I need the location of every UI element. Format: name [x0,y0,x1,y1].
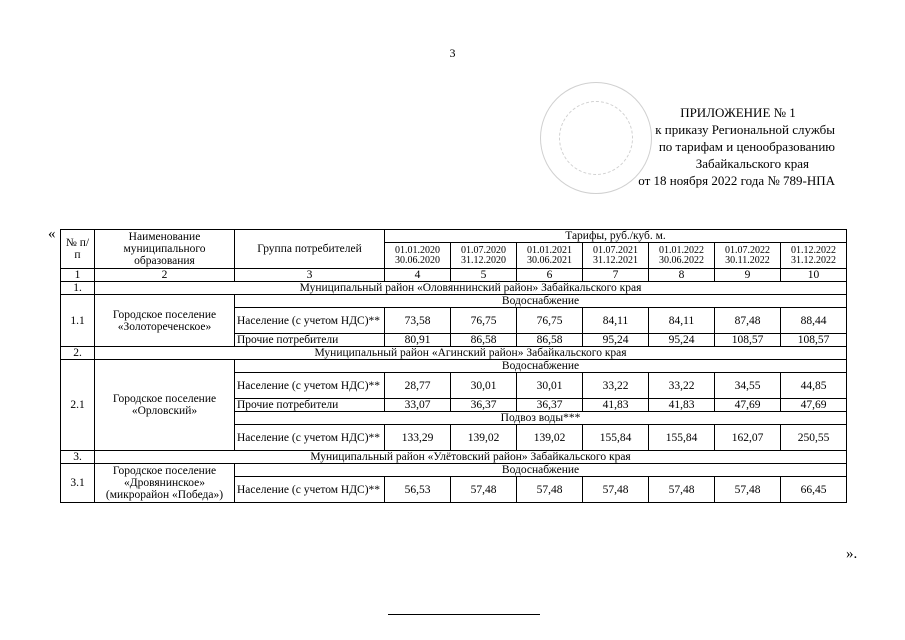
tariff-value: 36,37 [451,399,517,412]
tariff-value: 108,57 [781,334,847,347]
period-start: 01.07.2021 [593,244,638,256]
section-number: 1. [61,282,95,295]
tariff-value: 95,24 [649,334,715,347]
period-start: 01.12.2022 [791,244,837,256]
period-end: 30.11.2022 [725,254,770,266]
header-municipality: Наименование муниципального образования [95,230,235,269]
tariff-value: 155,84 [649,425,715,451]
section-title: Муниципальный район «Оловяннинский район» Забайкальского края [95,282,847,295]
tariff-value: 133,29 [385,425,451,451]
tariff-value: 30,01 [451,373,517,399]
service-row [61,464,847,477]
tariff-value: 33,22 [583,373,649,399]
service-title: Водоснабжение [235,295,847,308]
tariff-value: 87,48 [715,308,781,334]
section-number: 3. [61,451,95,464]
header-period [385,243,451,269]
service-title: Водоснабжение [235,464,847,477]
column-number: 4 [385,269,451,282]
page-number: 3 [449,46,456,60]
header-tariffs: Тарифы, руб./куб. м. [385,230,847,243]
tariff-value: 41,83 [649,399,715,412]
header-period [517,243,583,269]
footer-separator [388,614,540,615]
period-end: 30.06.2020 [395,254,440,266]
tariff-value: 33,07 [385,399,451,412]
tariff-value: 80,91 [385,334,451,347]
column-number: 3 [235,269,385,282]
header-period [649,243,715,269]
section-number: 2. [61,347,95,360]
period-start: 01.07.2022 [725,244,770,256]
tariff-value: 30,01 [517,373,583,399]
tariff-value: 47,69 [781,399,847,412]
tariff-value: 139,02 [451,425,517,451]
municipality-name: Городское поселение «Золотореченское» [95,295,235,347]
tariff-value: 56,53 [385,477,451,503]
tariff-value: 57,48 [583,477,649,503]
service-title: Подвоз воды*** [235,412,847,425]
tariff-value: 33,22 [649,373,715,399]
appendix-header [575,104,835,189]
header-period [715,243,781,269]
tariff-value: 162,07 [715,425,781,451]
column-number: 1 [61,269,95,282]
consumer-group: Население (с учетом НДС)** [235,425,385,451]
period-start: 01.01.2021 [527,244,572,256]
tariff-table [60,229,847,503]
tariff-value: 95,24 [583,334,649,347]
tariff-value: 57,48 [715,477,781,503]
tariff-value: 86,58 [517,334,583,347]
service-title: Водоснабжение [235,360,847,373]
tariff-value: 139,02 [517,425,583,451]
subsection-number: 2.1 [61,360,95,451]
column-number: 8 [649,269,715,282]
tariff-value: 76,75 [517,308,583,334]
appendix-line-1: к приказу Региональной службы [655,122,835,137]
consumer-group: Прочие потребители [235,334,385,347]
tariff-value: 57,48 [649,477,715,503]
period-end: 30.06.2021 [527,254,572,266]
tariff-value: 155,84 [583,425,649,451]
tariff-value: 84,11 [649,308,715,334]
tariff-value: 28,77 [385,373,451,399]
subsection-number: 3.1 [61,464,95,503]
period-start: 01.01.2020 [395,244,440,256]
opening-quote: « [48,226,56,242]
tariff-value: 57,48 [451,477,517,503]
tariff-value: 86,58 [451,334,517,347]
column-number: 6 [517,269,583,282]
consumer-group: Население (с учетом НДС)** [235,308,385,334]
section-title: Муниципальный район «Агинский район» Забайкальского края [95,347,847,360]
appendix-line-2: по тарифам и ценообразованию [658,139,835,154]
column-number: 2 [95,269,235,282]
consumer-group: Население (с учетом НДС)** [235,477,385,503]
column-number: 5 [451,269,517,282]
tariff-value: 44,85 [781,373,847,399]
appendix-line-3: Забайкальского края [695,156,809,171]
header-num: № п/п [61,230,95,269]
header-period [781,243,847,269]
consumer-group: Население (с учетом НДС)** [235,373,385,399]
appendix-title: ПРИЛОЖЕНИЕ № 1 [680,105,796,120]
period-start: 01.01.2022 [659,244,704,256]
consumer-group: Прочие потребители [235,399,385,412]
column-number: 10 [781,269,847,282]
column-number: 9 [715,269,781,282]
tariff-value: 41,83 [583,399,649,412]
header-period [451,243,517,269]
tariff-value: 66,45 [781,477,847,503]
period-end: 31.12.2022 [791,254,837,266]
section-title: Муниципальный район «Улётовский район» Забайкальского края [95,451,847,464]
appendix-line-4: от 18 ноября 2022 года № 789-НПА [638,173,835,188]
section-row [61,282,847,295]
section-row [61,347,847,360]
tariff-value: 88,44 [781,308,847,334]
tariff-value: 76,75 [451,308,517,334]
tariff-value: 47,69 [715,399,781,412]
closing-quote: ». [846,546,858,562]
header-period [583,243,649,269]
period-end: 31.12.2020 [461,254,506,266]
period-end: 31.12.2021 [593,254,638,266]
tariff-value: 250,55 [781,425,847,451]
period-end: 30.06.2022 [659,254,704,266]
column-number: 7 [583,269,649,282]
service-row [61,295,847,308]
period-start: 01.07.2020 [461,244,506,256]
tariff-value: 36,37 [517,399,583,412]
tariff-value: 108,57 [715,334,781,347]
service-row [61,360,847,373]
header-group: Группа потребителей [235,230,385,269]
municipality-name: Городское поселение «Орловский» [95,360,235,451]
tariff-value: 84,11 [583,308,649,334]
section-row [61,451,847,464]
tariff-value: 34,55 [715,373,781,399]
tariff-value: 57,48 [517,477,583,503]
tariff-value: 73,58 [385,308,451,334]
municipality-name: Городское поселение «Дровянинское» (микрорайон «Победа») [95,464,235,503]
subsection-number: 1.1 [61,295,95,347]
